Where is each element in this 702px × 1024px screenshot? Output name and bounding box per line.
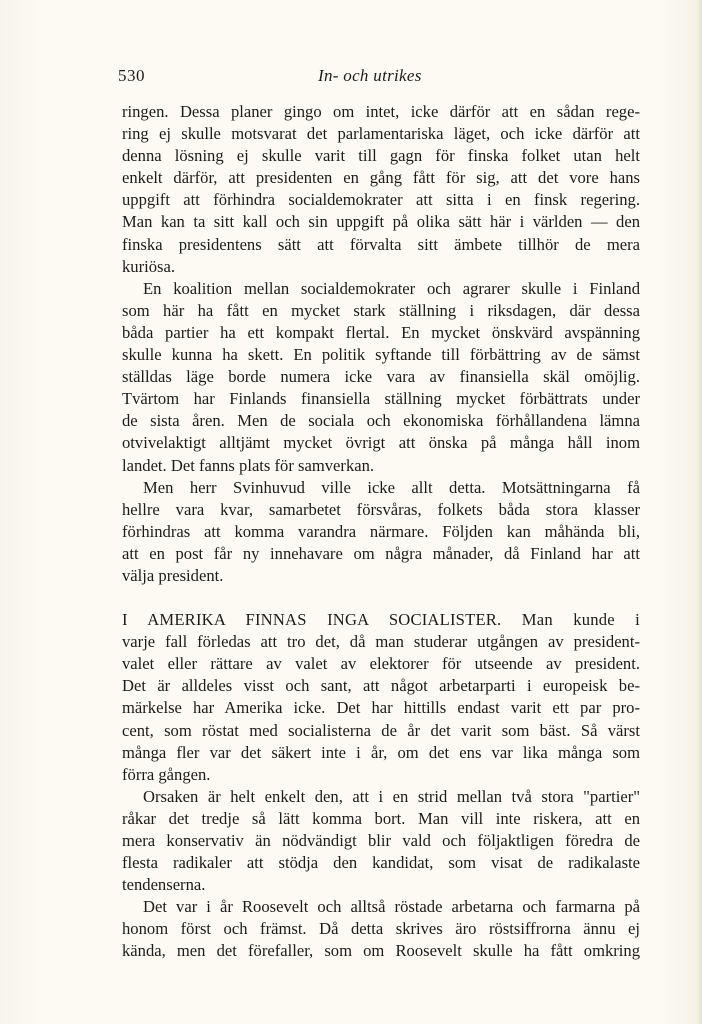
text-line: båda partier ha ett kompakt flertal. En mycket önskvärd avspänning [122, 322, 640, 342]
running-title: In- och utrikes [318, 66, 422, 85]
text-line: En koalition mellan socialdemokrater och agrarer skulle i Finland [143, 278, 640, 298]
text-line: de sista åren. Men de sociala och ekonomiska förhållandena lämna [122, 411, 640, 431]
paragraph-5 [122, 786, 640, 896]
text-line: Det var i år Roosevelt och alltså röstade arbetarna och farmarna på [143, 897, 640, 917]
text-line: många fler var det säkert inte i år, om det ens var lika många som [122, 742, 640, 762]
paragraph-1 [122, 101, 640, 278]
text-line: hellre vara kvar, samarbetet försvåras, folkets båda stora klasser [122, 499, 640, 519]
text-line: honom först och främst. Då detta skrives äro röstsiffrorna ännu ej [122, 919, 640, 939]
text-line: varje fall förledas att tro det, då man studerar utgången av president- [122, 632, 640, 652]
text-line: märkelse har Amerika icke. Det har hittills endast varit ett par pro- [122, 698, 640, 718]
text-line: förhindras att komma varandra närmare. Följden kan måhända bli, [122, 521, 640, 541]
text-line: ställdas läge borde numera icke vara av finansiella skäl omöjlig. [122, 367, 640, 387]
text-line: enkelt därför, att presidenten en gång fått för sig, att det vore hans [122, 168, 640, 188]
text-line: Det är alldeles visst och sant, att något arbetarparti i europeisk be- [122, 676, 640, 696]
section-break [122, 587, 640, 609]
paragraph-2 [122, 278, 640, 477]
text-line: kända, men det förefaller, som om Roosevelt skulle ha fått omkring [122, 941, 640, 961]
text-line: Men herr Svinhuvud ville icke allt detta. Motsättningarna få [143, 477, 640, 497]
text-line: Man kan ta sitt kall och sin uppgift på olika sätt här i världen — den [122, 212, 640, 232]
text-line: välja president. [122, 565, 224, 585]
section-heading-line: I AMERIKA FINNAS INGA SOCIALISTER. Man kunde i [122, 610, 640, 630]
paragraph-3 [122, 477, 640, 587]
text-line: att en post får ny innehavare om några månader, då Finland har att [122, 543, 640, 563]
text-line: flesta radikaler att stödja den kandidat, som visat de radikalaste [122, 853, 640, 873]
text-line: ringen. Dessa planer gingo om intet, icke därför att en sådan rege- [122, 102, 640, 121]
text-line: tendenserna. [122, 875, 206, 895]
page-number: 530 [118, 66, 145, 85]
text-line: råkar det tredje så lätt komma bort. Man vill inte riskera, att en [122, 808, 640, 828]
text-line: landet. Det fanns plats för samverkan. [122, 455, 375, 475]
text-line: denna lösning ej skulle varit till gagn för finska folket utan helt [122, 146, 640, 166]
text-line: valet eller rättare av valet av elektorer för utseende av president. [122, 654, 640, 674]
text-line: Tvärtom har Finlands finansiella ställning mycket förbättrats under [122, 389, 640, 409]
text-line: kuriösa. [122, 256, 175, 276]
paragraph-4 [122, 609, 640, 786]
body-text [122, 101, 640, 963]
page-edge-shadow [696, 0, 702, 1024]
text-line: mera konservativ än nödvändigt blir vald och följaktligen föredra de [122, 831, 640, 850]
text-line: som här ha fått en mycket stark ställning i riksdagen, där dessa [122, 300, 640, 320]
text-line: förra gången. [122, 764, 211, 784]
text-line: ring ej skulle motsvarat det parlamentariska läget, och icke därför att [122, 124, 640, 144]
text-line: finska presidentens sätt att förvalta sitt ämbete tillhör de mera [122, 234, 640, 254]
text-line: otvivelaktigt alltjämt mycket övrigt att önska på många håll inom [122, 433, 640, 453]
text-line: uppgift att förhindra socialdemokrater att sitta i en finsk regering. [122, 190, 640, 210]
text-line: skulle kunna ha skett. En politik syftande till förbättring av de sämst [122, 345, 640, 365]
text-line: cent, som röstat med socialisterna de år det varit som bäst. Så värst [122, 720, 640, 740]
paragraph-6 [122, 896, 640, 962]
text-line: Orsaken är helt enkelt den, att i en strid mellan två stora "partier" [143, 786, 640, 806]
running-header [118, 66, 640, 90]
